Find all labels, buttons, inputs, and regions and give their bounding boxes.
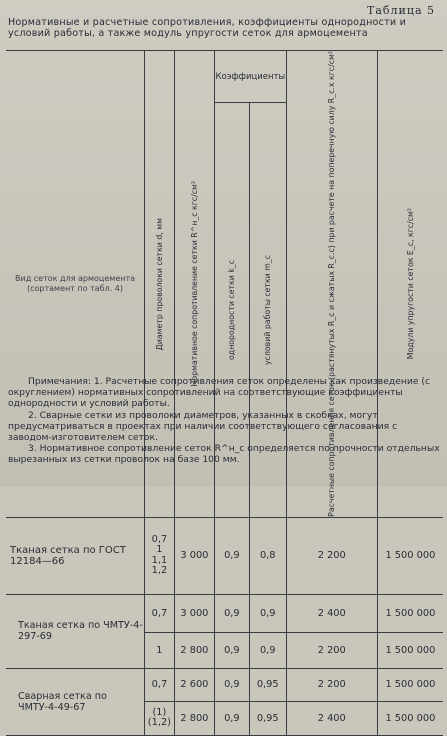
row-diameter: 0,7 (145, 594, 175, 632)
row-diameter: (1) (1,2) (145, 701, 175, 735)
row-modulus: 1 500 000 (377, 701, 443, 735)
row-homogeneity: 0,9 (215, 632, 250, 668)
row-diameter: 0,7 1 1,1 1,2 (145, 517, 175, 594)
row-design: 2 400 (286, 701, 377, 735)
row-modulus: 1 500 000 (377, 517, 443, 594)
row-kind: Тканая сетка по ЧМТУ-4-297-69 (6, 594, 145, 668)
table-number: Таблица 5 (367, 4, 435, 17)
note-1: Примечания: 1. Расчетные сопротивления сеток определены как произведение (с округлением) нормативных сопротивлений на соответствующие коэффициенты однородности и условий работы. (8, 376, 431, 410)
row-kind: Тканая сетка по ГОСТ 12184—66 (6, 517, 145, 594)
row-normative: 2 600 (174, 668, 214, 701)
row-conditions: 0,95 (249, 668, 286, 701)
row-conditions: 0,9 (249, 632, 286, 668)
row-normative: 3 000 (174, 594, 214, 632)
table-caption: Нормативные и расчетные сопротивления, коэффициенты однородности и условий работы, а также модуль упругости сеток для армоцемента (8, 17, 407, 39)
header-normative: Нормативное сопротивление сетки R^н_с кгс/см² (174, 51, 214, 518)
row-modulus: 1 500 000 (377, 668, 443, 701)
header-kind: Вид сеток для армоцемента (сортамент по табл. 4) (6, 51, 145, 518)
row-conditions: 0,9 (249, 594, 286, 632)
row-modulus: 1 500 000 (377, 632, 443, 668)
table-notes (8, 376, 440, 466)
header-coefficients: Коэффициенты (215, 51, 287, 103)
header-conditions: условий работы сетки m_с (249, 103, 286, 518)
row-conditions: 0,8 (249, 517, 286, 594)
row-design: 2 200 (286, 517, 377, 594)
row-normative: 2 800 (174, 632, 214, 668)
header-homogeneity: однородности сетки k_с (215, 103, 250, 518)
row-homogeneity: 0,9 (215, 517, 250, 594)
row-normative: 3 000 (174, 517, 214, 594)
header-diameter: Диаметр проволоки сетки d, мм (145, 51, 175, 518)
header-design: Расчетные сопротивления сеток (растянутых R_с и сжатых R_с.с) при расчете на поперечную силу R_с.х кгс/см² (286, 51, 377, 518)
table-row (6, 517, 443, 594)
row-diameter: 1 (145, 632, 175, 668)
row-homogeneity: 0,9 (215, 701, 250, 735)
row-design: 2 200 (286, 668, 377, 701)
row-design: 2 200 (286, 632, 377, 668)
table-row (6, 594, 443, 632)
row-normative: 2 800 (174, 701, 214, 735)
row-conditions: 0,95 (249, 701, 286, 735)
row-diameter: 0,7 (145, 668, 175, 701)
note-3: 3. Нормативное сопротивление сеток R^н_с определяется по прочности отдельных вырезанных из сетки проволок на базе 100 мм. (8, 443, 440, 466)
row-homogeneity: 0,9 (215, 668, 250, 701)
header-modulus: Модули упругости сеток E_с, кгс/см² (377, 51, 443, 518)
table-row (6, 668, 443, 701)
row-homogeneity: 0,9 (215, 594, 250, 632)
row-kind: Сварная сетка по ЧМТУ-4-49-67 (6, 668, 145, 735)
row-design: 2 400 (286, 594, 377, 632)
note-2: 2. Сварные сетки из проволоки диаметров, указанных в скобках, могут предусматриваться в проектах при наличии соответствующего согласования с заводом-изготовителем сеток. (8, 409, 398, 444)
row-modulus: 1 500 000 (377, 594, 443, 632)
